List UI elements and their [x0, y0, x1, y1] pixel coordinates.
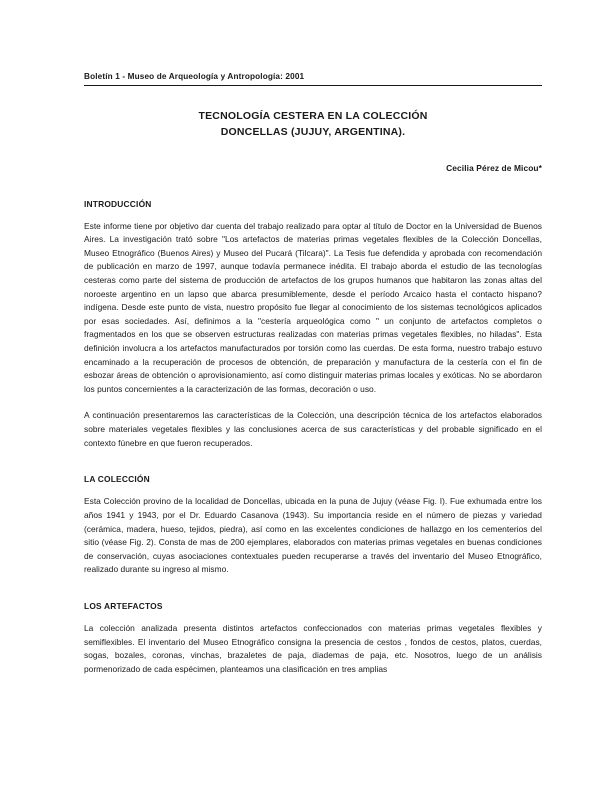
section-heading-introduccion: INTRODUCCIÓN	[84, 198, 152, 209]
section-heading-la-coleccion: LA COLECCIÓN	[84, 474, 150, 485]
section-los-artefactos	[84, 601, 542, 676]
page-title-line-2: DONCELLAS (JUJUY, ARGENTINA).	[220, 126, 406, 139]
paragraph: Este informe tiene por objetivo dar cuenta del trabajo realizado para optar al título de Doctor en la Universidad de Buenos Aires. La investigación trató sobre "Los artefactos de materias primas vegetales flexibles de la Colección Doncellas, Museo Etnográfico (Buenos Aires) y Museo del Pucará (Tilcara)". La Tesis fue defendida y aprobada con recomendación de publicación en marzo de 1997, aunque todavía permanece inédita. El trabajo aborda el estudio de las tecnologías cesteras como parte del sistema de producción de artefactos de los grupos humanos que habitaron las zonas altas del noroeste argentino en un lapso que abarca presumiblemente, desde el período Arcaico hasta el contacto hispano?indígena. Desde este punto de vista, nuestro propósito fue llegar al conocimiento de los sistemas tecnológicos aplicados por esas sociedades. Así, definimos a la "cestería arqueológica como " un conjunto de artefactos completos o fragmentados en los que se observen estructuras realizadas con materias primas vegetales flexibles, no hiladas". Esta definición involucra a los artefactos manufacturados por torsión como las cuerdas. De esta forma, nuestro trabajo estuvo encaminado a la recuperación de procesos de obtención, de preparación y manufactura de la cestería con el fin de esbozar áreas de obtención o aprovisionamiento, así como distinguir materias primas locales y exóticas. No se abordaron los puntos concernientes a la caracterización de las formas, decoración o uso.	[84, 220, 542, 394]
header-divider	[84, 85, 542, 86]
paragraph: A continuación presentaremos las características de la Colección, una descripción técnica de los artefactos elaborados sobre materiales vegetales flexibles y las conclusiones acerca de sus características y del probable significado en el contexto fúnebre en que fueron recuperados.	[84, 410, 542, 448]
section-heading-los-artefactos: LOS ARTEFACTOS	[84, 600, 163, 611]
page-title	[102, 108, 524, 141]
author-name: Cecilia Pérez de Micou*	[446, 162, 542, 173]
paragraph: Esta Colección provino de la localidad de Doncellas, ubicada en la puna de Jujuy (véase Fig. I). Fue exhumada entre los años 1941 y 1943, por el Dr. Eduardo Casanova (1943). Su importancia reside en el número de piezas y variedad (cerámica, madera, hueso, tejidos, piedra), así como en las excelentes condiciones de hallazgo en los cementerios del sitio (véase Fig. 2). Consta de mas de 200 ejemplares, elaborados con materias primas vegetales en buenas condiciones de conservación, cuyas asociaciones contextuales pueden recuperarse a través del inventario del Museo Etnográfico, realizado durante su ingreso al mismo.	[84, 496, 542, 575]
paragraph: La colección analizada presenta distintos artefactos confeccionados con materias primas vegetales flexibles y semiflexibles. El inventario del Museo Etnográfico consigna la presencia de cestos , fondos de cestos, platos, cuerdas, sogas, bozales, coronas, vinchas, brazaletes de paja, diademas de paja, etc. Nosotros, luego de un análisis pormenorizado de cada espécimen, planteamos una clasificación en tres amplias	[84, 622, 542, 674]
section-la-coleccion	[84, 474, 542, 577]
section-introduccion	[84, 199, 542, 451]
bulletin-header: Boletín 1 - Museo de Arqueología y Antropología: 2001	[84, 72, 305, 81]
page-title-line-1: TECNOLOGÍA CESTERA EN LA COLECCIÓN	[198, 110, 428, 122]
